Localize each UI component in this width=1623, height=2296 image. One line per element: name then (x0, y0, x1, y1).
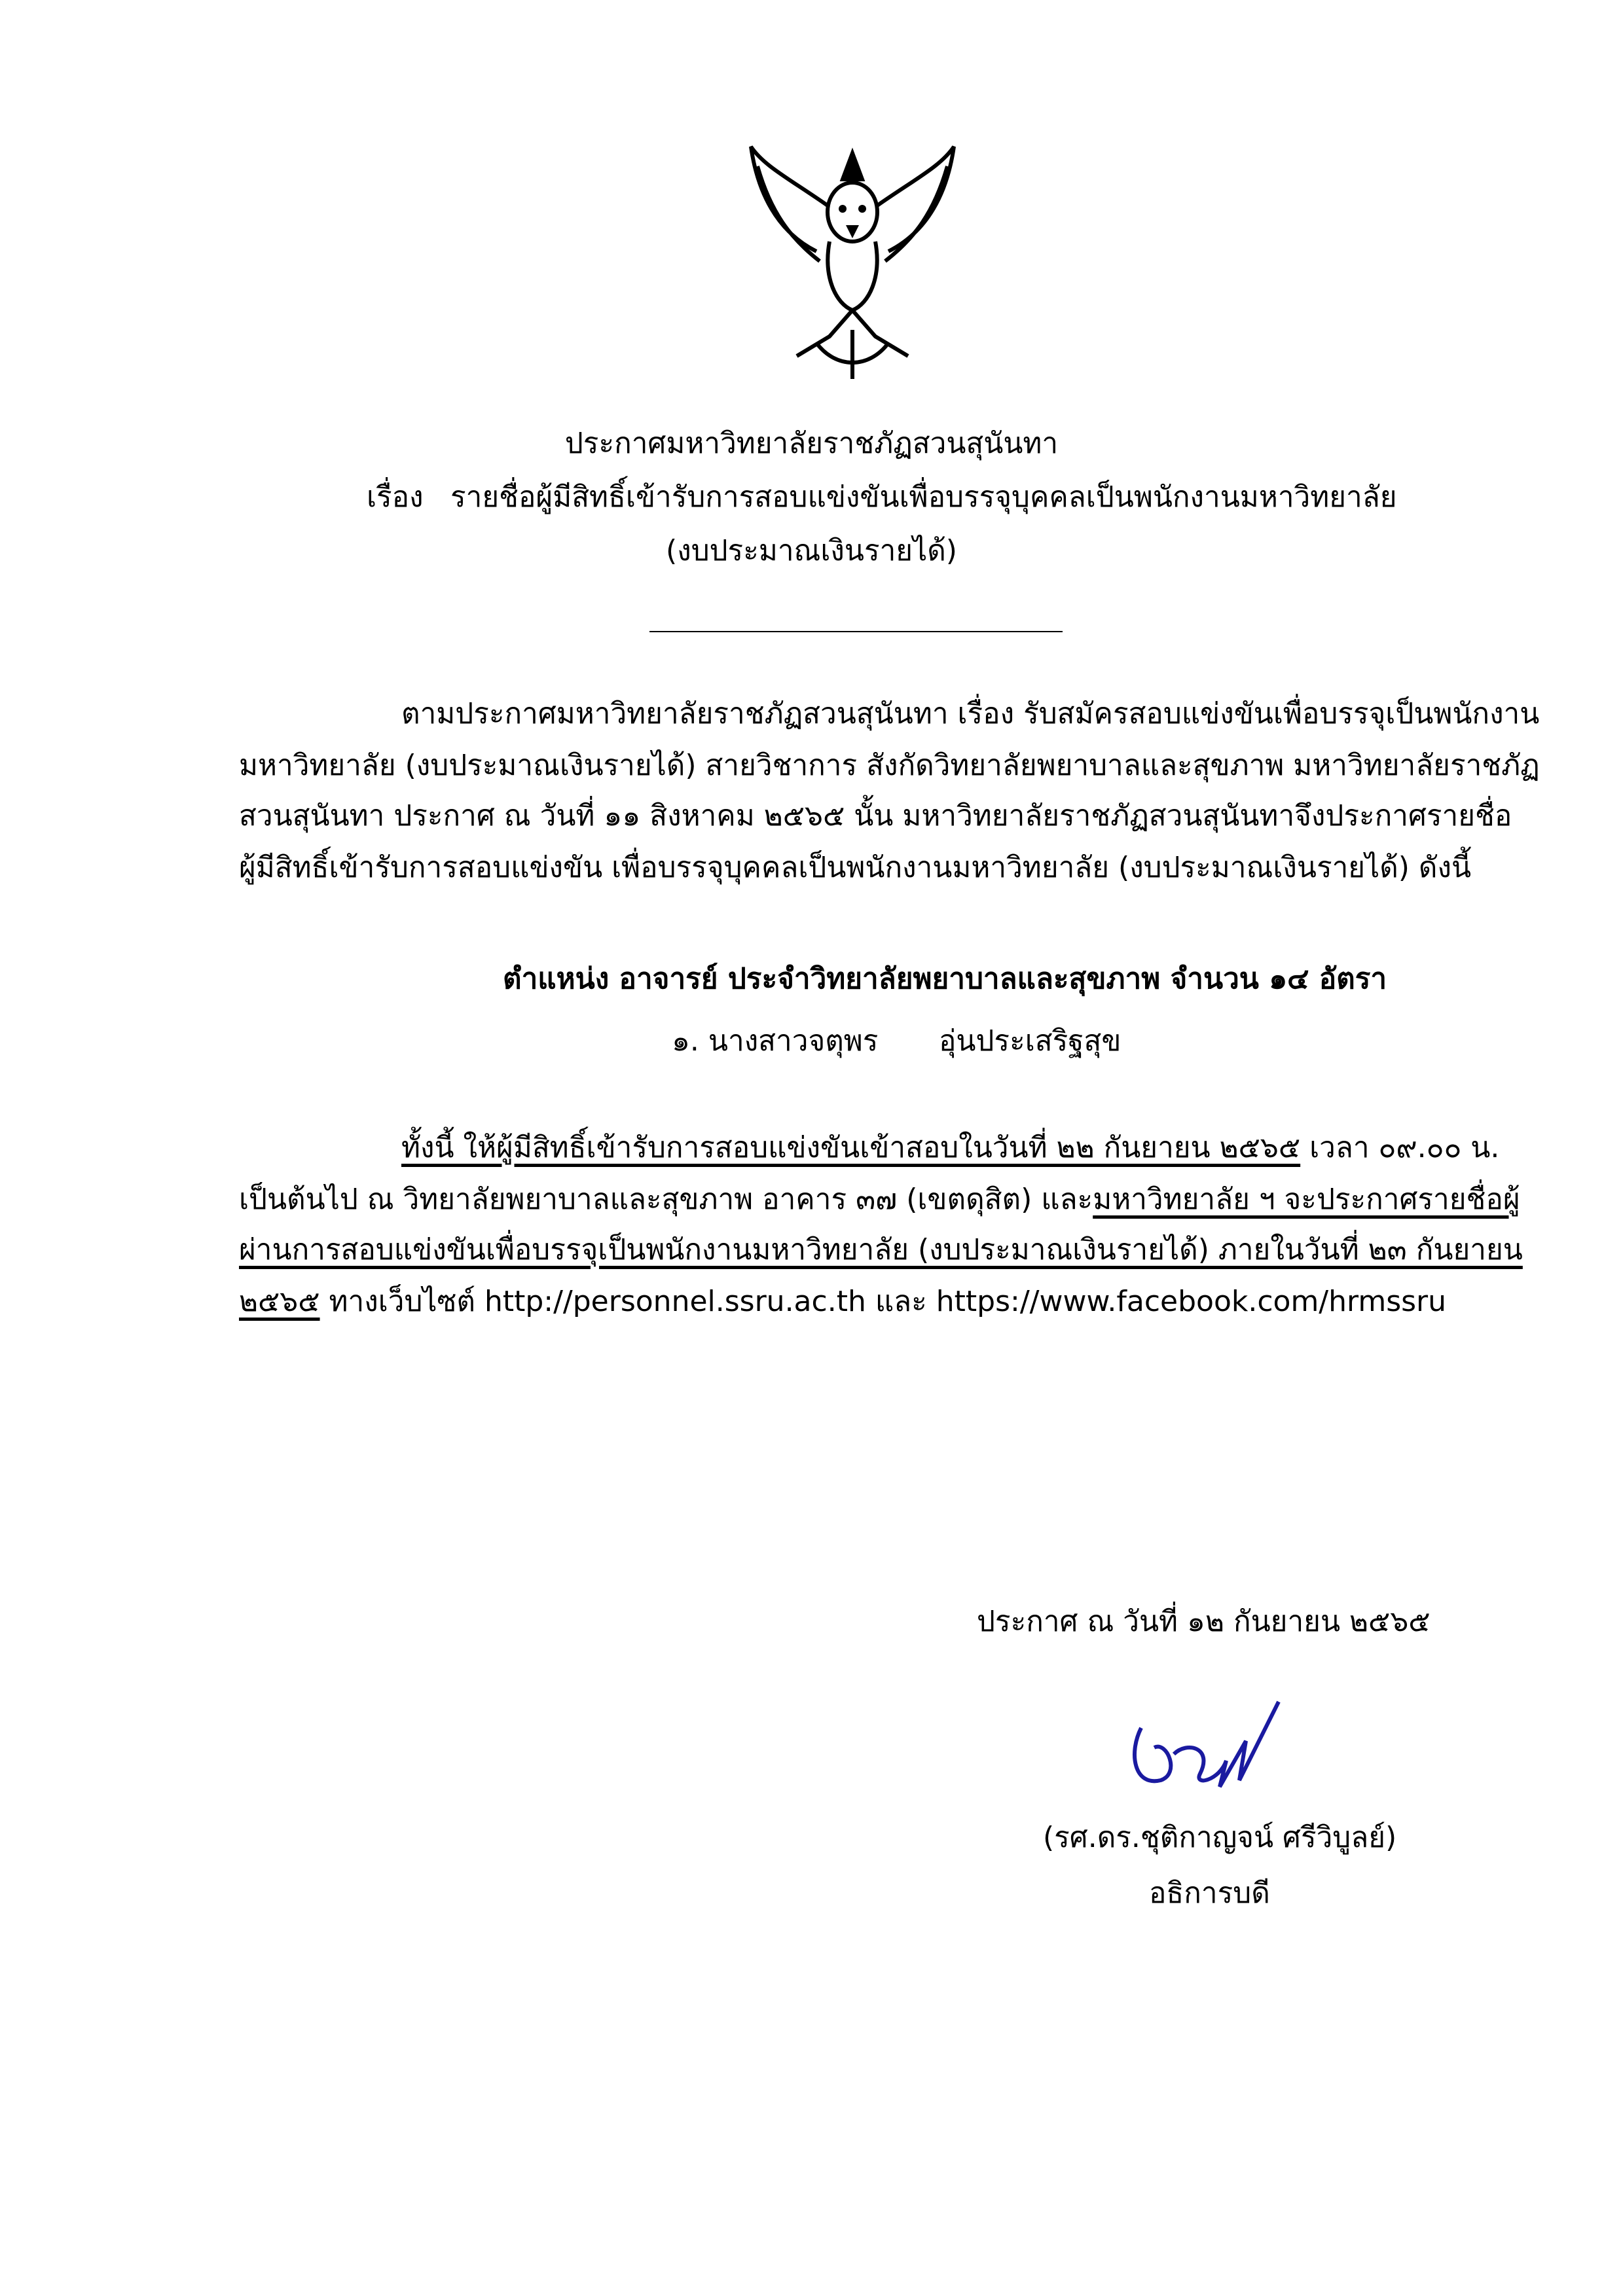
announcement-date: ประกาศ ณ วันที่ ๑๒ กันยายน ๒๕๖๕ (977, 1605, 1431, 1638)
subject: รายชื่อผู้มีสิทธิ์เข้ารับการสอบแข่งขันเพื่อบรรจุบุคคลเป็นพนักงานมหาวิทยาลัย (450, 480, 1397, 514)
intro-line: มหาวิทยาลัย (งบประมาณเงินรายได้) สายวิชาการ สังกัดวิทยาลัยพยาบาลและสุขภาพ มหาวิทยาลัยราชภัฏ (239, 749, 1540, 782)
candidate-surname: อุ่นประเสริฐสุข (939, 1024, 1122, 1058)
notice-line: ผ่านการสอบแข่งขันเพื่อบรรจุเป็นพนักงานมหาวิทยาลัย (งบประมาณเงินรายได้) ภายในวันที่ ๒๓ กันยายน (239, 1233, 1523, 1266)
signer-name: (รศ.ดร.ชุติกาญจน์ ศรีวิบูลย์) (1043, 1821, 1397, 1854)
candidate-name: ๑. นางสาวจตุพร (672, 1024, 879, 1058)
notice-line (239, 1176, 1520, 1222)
subject-note: (งบประมาณเงินรายได้) (666, 534, 957, 567)
signature-icon (1122, 1682, 1298, 1806)
intro-line: ตามประกาศมหาวิทยาลัยราชภัฏสวนสุนันทา เรื่อง รับสมัครสอบแข่งขันเพื่อบรรจุเป็นพนักงาน (401, 697, 1540, 730)
exam-time-text: เวลา ๐๙.๐๐ น. (1300, 1131, 1500, 1164)
garuda-emblem-icon (738, 140, 967, 384)
website-text: ทางเว็บไซต์ http://personnel.ssru.ac.th และ https://www.facebook.com/hrmssru (319, 1285, 1447, 1318)
exam-date-text: ทั้งนี้ ให้ผู้มีสิทธิ์เข้ารับการสอบแข่งขันเข้าสอบในวันที่ ๒๒ กันยายน ๒๕๖๕ (401, 1131, 1301, 1164)
announcement-title: ประกาศมหาวิทยาลัยราชภัฏสวนสุนันทา (564, 427, 1059, 460)
position-heading: ตำแหน่ง อาจารย์ ประจำวิทยาลัยพยาบาลและสุขภาพ จำนวน ๑๔ อัตรา (503, 962, 1387, 996)
subject-label: เรื่อง (367, 480, 424, 514)
separator-line (649, 631, 1063, 632)
exam-location-text: เป็นต้นไป ณ วิทยาลัยพยาบาลและสุขภาพ อาคาร ๓๗ (เขตดุสิต) และ (239, 1183, 1093, 1216)
result-notice-text: มหาวิทยาลัย ฯ จะประกาศรายชื่อผู้ (1093, 1183, 1520, 1216)
intro-line: สวนสุนันทา ประกาศ ณ วันที่ ๑๑ สิงหาคม ๒๕๖๕ นั้น มหาวิทยาลัยราชภัฏสวนสุนันทาจึงประกาศรายชื่อ (239, 799, 1512, 833)
notice-line (239, 1278, 1446, 1324)
intro-line: ผู้มีสิทธิ์เข้ารับการสอบแข่งขัน เพื่อบรรจุบุคคลเป็นพนักงานมหาวิทยาลัย (งบประมาณเงินรายได้) ดังนี้ (239, 851, 1472, 884)
notice-line (401, 1124, 1499, 1170)
signer-title: อธิการบดี (1149, 1876, 1270, 1910)
result-year-text: ๒๕๖๕ (239, 1285, 320, 1318)
